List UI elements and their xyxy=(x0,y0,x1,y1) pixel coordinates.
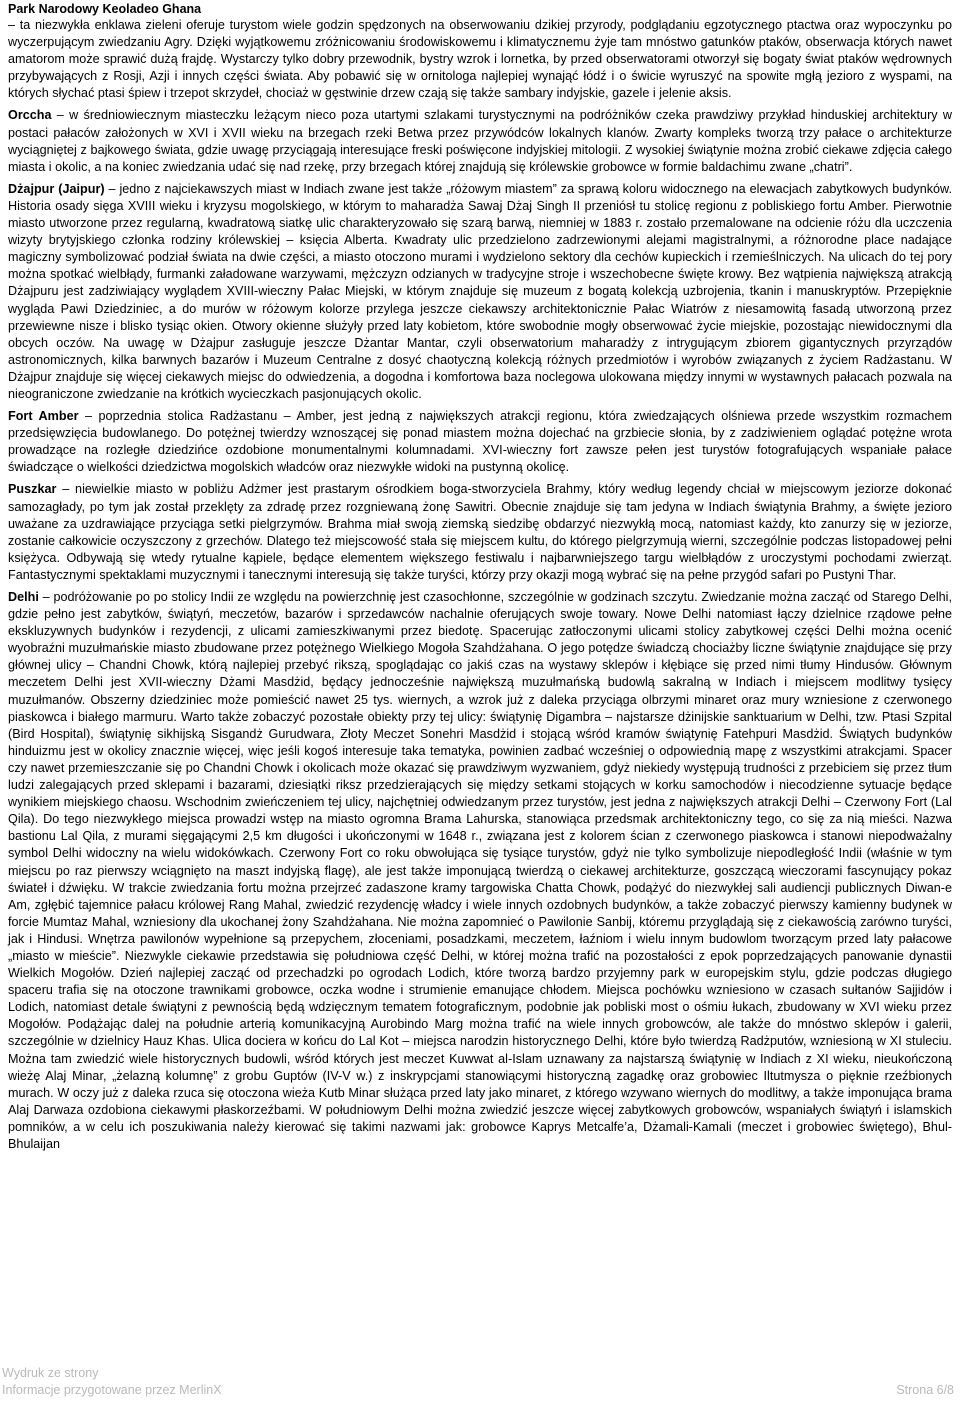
page-footer xyxy=(2,1365,956,1399)
paragraph-delhi: Delhi – podróżowanie po po stolicy Indii ze względu na powierzchnię jest czasochłonne, szczególnie w godzinach szczytu. Zwiedzanie można zacząć od Starego Delhi, gdzie pełno jest zabytków, świątyń, meczetów, bazarów i sprzedawców nachalnie oferujących swoje towary. Nowe Delhi natomiast łączy dzielnice rządowe pełne ekskluzywnych budynków i rezydencji, z ulicami zamieszkiwanymi przez biedotę. Spacerując zatłoczonymi ulicami stolicy zabytkowej części Delhi można ocenić wyobraźni muzułmańskie miasto zbudowane przez potężnego Wielkiego Mogoła Szahdżahana. O jego potędze świadczą chociażby liczne świątynie znajdujące się przy głównej ulicy – Chandni Chowk, którą najlepiej przebyć rikszą, spoglądając co jakiś czas na wystawy sklepów i kłębiące się przed nimi tłumy Hindusów. Głównym meczetem Delhi jest XVII-wieczny Dżami Masdżid, będący jednocześnie największą muzułmańską budowlą sakralną w Indiach i miejscem modlitwy tysięcy muzułmanów. Obszerny dziedziniec może pomieścić nawet 25 tys. wiernych, a wzrok już z daleka przyciąga olbrzymi minaret oraz mury wzniesione z czerwonego piaskowca i białego marmuru. Warto także zobaczyć pozostałe obiekty przy tej ulicy: świątynię Digambra – najstarsze dżinijskie sanktuarium w Delhi, tzw. Ptasi Szpital (Bird Hospital), świątynię sikhijską Sisgandż Gurudwara, Złoty Meczet Sonehri Masdżid i stojącą wśród kramów świątynię Fatehpuri Masdżid. Świątych budynków hinduizmu jest w okolicy znacznie więcej, więc jeśli kogoś interesuje taka tematyka, powinien zadbać wcześniej o odpowiednią mapę z wszystkimi atrakcjami. Spacer czy nawet przemieszczanie się po Chandni Chowk i okolicach może okazać się prawdziwym wyzwaniem, gdyż niekiedy występują trudności z przebiciem się przez tłum ludzi zalegających przed sklepami i bazarami, dziesiątki riksz przedzierających się między setkami stojących w korku samochodów i niecodzienne sytuacje będące wynikiem miejskiego chaosu. Wschodnim zwieńczeniem tej ulicy, najchętniej odwiedzanym przez turystów, jest jedna z największych atrakcji Delhi – Czerwony Fort (Lal Qila). Do tego niezwykłego miejsca prowadzi wstęp na miasto ogromna Brama Lahurska, stanowiąca przedsmak architektoniczny tego, co się za nią mieści. Nazwa bastionu Lal Qila, z murami sięgającymi 2,5 km długości i ukończonymi w 1648 r., związana jest z kolorem ścian z czerwonego piaskowca i stanowi niepodważalny symbol Delhi widoczny na wielu widokówkach. Czerwony Fort co roku obwołująca się tysiące turystów, gdyż nie tylko symbolizuje niepodległość Indii (właśnie w tym miejscu po raz pierwszy wciągnięto na maszt indyjską flagę), ale jest także imponującą twierdzą o ciekawej architekturze, goszczącą wieczorami fascynujący pokaz świateł i dźwięku. W trakcie zwiedzania fortu można przejrzeć zadaszone kramy targowiska Chatta Chowk, podążyć do niezwykłej sali audiencji publicznych Diwan-e Am, zgłębić tajemnice pałacu królowej Rang Mahal, zwiedzić rezydencję władcy i wiele innych ozdobnych budynków, a także zobaczyć pierwszy kamienny budynek w forcie Mumtaz Mahal, wzniesiony dla ukochanej żony Szahdżahana. Nie można zapomnieć o Pawilonie Sanbij, któremu przyglądają się z ciekawością zarówno turyści, jak i Hindusi. Wnętrza pawilonów wypełnione są przepychem, złoceniami, posadzkami, meczetem, łaźniom i wielu innym budowlom tworzącym przed laty pałacowe „miasto w mieście”. Niezwykle ciekawie przedstawia się południowa część Delhi, w której można trafić na pozostałości z epok poprzedzających panowanie dynastii Wielkich Mogołów. Dzień najlepiej zacząć od przechadzki po ogrodach Lodich, które tworzą bardzo przyjemny park w europejskim stylu, gdzie podczas długiego spaceru trafia się na otoczone trawnikami grobowce, oczka wodne i strumienie emanujące chłodem. Miejsca pochówku wzniesiono w czasach sułtanów Sajjidów i Lodich, natomiast detale świątyni z pewnością będą wdzięcznym tematem fotograficznym, podobnie jak pobliski most o ośmiu łukach, zbudowany w XVI wieku przez Mogołów. Podążając dalej na południe arterią komunikacyjną Aurobindo Marg można trafić na wiele innych grobowców, ale także do mnóstwo sklepów i galerii, szczególnie w dzielnicy Hauz Khas. Ulica dociera w końcu do Lal Kot – miejsca narodzin historycznego Delhi, które było twierdzą Radżputów, wzniesioną w XI stuleciu. Można tam zwiedzić wiele historycznych budowli, wśród których jest meczet Kuwwat al-Islam uznawany za najstarszą świątynię w Indiach z XI wieku, nieukończoną wieżę Alaj Minar, „żelazną kolumnę” z grobu Guptów (IV-V w.) z inskrypcjami stanowiącymi historyczną zagadkę oraz grobowiec Iltutmysza o pięknie rzeźbionych murach. W oczy już z daleka rzuca się otoczona wieża Kutb Minar służąca przed laty jako minaret, z którego wzywano wiernych do modlitwy, a także imponująca brama Alaj Darwaza ozdobiona ciekawymi płaskorzeźbami. W południowym Delhi można zwiedzić jeszcze więcej zabytkowych grobowców, wspaniałych świątyń i islamskich pomników, a w celu ich poszukiwania należy kierować się takimi nazwami jak: grobowce Kaprys Metcalfe’a, Dżamali-Kamali (meczet i grobowiec świętego), Bhul-Bhulaijan xyxy=(8,590,952,1151)
heading-orccha: Orccha xyxy=(8,108,52,123)
paragraph-orccha: Orccha – w średniowiecznym miasteczku leżącym nieco poza utartymi szlakami turystycznymi na podróżników czeka prawdziwy przykład hinduskiej architektury w postaci pałaców założonych w XVI i XVII wieku na brzegach rzeki Betwa przez przywódców lokalnych klanów. Zwarty kompleks tworzą trzy pałace o architekturze wyciągniętej z bajkowego świata, gdzie uwagę przyciągają interesujące freski poświęcone indyjskiej mitologii. Z wysokiej świątynie można zrobić ciekawe zdjęcia całego miasta i okolic, a na koniec zwiedzania udać się nad rzekę, przy brzegach której znajdują się królewskie grobowce w formie baldachimu zwane „chatri”. xyxy=(8,108,952,174)
heading-delhi: Delhi xyxy=(8,590,39,604)
paragraph-dzajpur: Dżajpur (Jaipur) – jedno z najciekawszych miast w Indiach zwane jest także „różowym miastem” za sprawą koloru widocznego na elewacjach zabytkowych budynków. Historia osady sięga XVIII wieku i kryzysu mogolskiego, w którym to maharadża Sawaj Dżaj Singh II przeniósł tu stolicę regionu z pobliskiego fortu Amber. Pierwotnie miasto utworzone przez regularną, kwadratową siatkę ulic charakteryzowało się szarą barwą, niemniej w 1883 r. zostało przemalowane na odcienie różu dla uczczenia wizyty brytyjskiego członka rodziny królewskiej – księcia Alberta. Kwadraty ulic przedzielono zadrzewionymi alejami magistralnymi, a różnorodne place nadające magiczny symbolizować podział świata na dwie części, a miasto otoczono murami i wydzielono sektory dla cechów kupieckich i rzemieślniczych. Na ulicach do tej pory można spotkać wielbłądy, furmanki załadowane warzywami, mężczyzn odzianych w tradycyjne stroje i wszechobecne święte krowy. Bez wątpienia największą atrakcją Dżajpuru jest zadziwiający wyglądem XVIII-wieczny Pałac Miejski, w którym znajduje się muzeum z bogatą kolekcją uzbrojenia, tkanin i manuskryptów. Przepięknie wygląda Pawi Dziedziniec, a do murów w różowym kolorze przylega jeszcze ciekawszy architektonicznie Pałac Wiatrów z niesamowitą fasadą utworzoną przez przewiewne nisze i blisko tysiąc okien. Otwory okienne służyły przed laty kobietom, które swobodnie mogły obserwować życie miejskie, pozostając niewidocznymi dla obcych oczów. Na uwagę w Dżajpur zasługuje jeszcze Dżantar Mantar, czyli obserwatorium maharadży z intrygującym zbiorem gigantycznych przyrządów astronomicznych, kilka barwnych bazarów i Muzeum Centralne z dosyć chaotyczną kolekcją różnych przedmiotów i wyrobów związanych z życiem Radżastanu. W Dżajpur znajduje się więcej ciekawych miejsc do odwiedzenia, a dogodna i komfortowa baza noclegowa ulokowana między innymi w wystawnych pałacach pozwala na nieograniczone zwiedzanie na krótkich wycieczkach pasjonujących okolic. xyxy=(8,181,952,401)
heading-fort-amber: Fort Amber xyxy=(8,409,79,424)
footer-print-source: Wydruk ze strony xyxy=(2,1366,99,1380)
footer-provider: Informacje przygotowane przez MerlinX xyxy=(2,1383,222,1397)
document-page xyxy=(8,0,952,1158)
heading-puszkar: Puszkar xyxy=(8,482,57,497)
paragraph-puszkar: Puszkar – niewielkie miasto w pobliżu Adżmer jest prastarym ośrodkiem boga-stworzyciela Brahmy, który według legendy chciał w miejscowym jeziorze dokonać samozagłady, po tym jak został przeklęty za zdradę przez rozgniewaną żonę Sawitri. Obecnie znajduje się tam jedyna w Indiach świątynia Brahmy, a święte jezioro uważane za uzdrawiające przyciąga setki pielgrzymów. Brahma miał swoją ziemską siedzibę obdarzyć niezwykłą mocą, natomiast każdy, kto zanurzy się w jeziorze, zostanie całkowicie oczyszczony z grzechów. Dlatego też miejscowość stała się miejscem kultu, do którego pielgrzymują wierni, szczególnie podczas listopadowej pełni księżyca. Odbywają się wtedy rytualne kąpiele, będące elementem większego festiwalu i najbarwniejszego targu wielbłądów z uroczystymi pochodami zwierząt. Fantastycznymi spektaklami muzycznymi i tanecznymi interesują się także turyści, którzy przy okazji mogą wybrać się na pełne przygód safari po Pustyni Thar. xyxy=(8,482,952,582)
paragraph-fort-amber: Fort Amber – poprzednia stolica Radżastanu – Amber, jest jedną z największych atrakcji regionu, która zwiedzających olśniewa przede wszystkim rozmachem przedsięwzięcia budowlanego. Do potężnej twierdzy wznoszącej się ponad miastem można dojechać na grzbiecie słonia, by z zadziwieniem oglądać potężne wrota prowadzące na rozległe dziedzińce ozdobione monumentalnymi kolumnadami. XVI-wieczny fort zawsze pełen jest turystów fotografujących wspaniałe pałace świadczące o wielkości dziedzictwa mogolskich władców oraz niezwykłe widoki na pustynną okolicę. xyxy=(8,409,952,475)
section-title: Park Narodowy Keoladeo Ghana xyxy=(8,2,202,16)
paragraph-keoladeo: – ta niezwykła enklawa zieleni oferuje turystom wiele godzin spędzonych na obserwowaniu dzikiej przyrody, podglądaniu egzotycznego ptactwa oraz wypoczynku po wyczerpującym zwiedzaniu Agry. Dzięki wyjątkowemu zróżnicowaniu środowiskowemu i klimatycznemu żyje tam mnóstwo gatunków ptaków, obserwacja których nawet amatorom może sprawić dużą frajdę. Wystarczy tylko dobry przewodnik, bystry wzrok i lornetka, by przed obserwatorami otworzył się bogaty świat ptaków wędrownych przybywających z Rosji, Azji i innych części świata. Aby pobawić się w ornitologa najlepiej wynająć łódź i o świcie wyruszyć na spowite mgłą jezioro z wyspami, na których słychać ptasi śpiew i trzepot skrzydeł, chociaż w gęstwinie drzew czają się także sambary indyjskie, gazele i jelenie aksis. xyxy=(8,18,952,101)
page-number: Strona 6/8 xyxy=(896,1383,954,1397)
heading-dzajpur: Dżajpur (Jaipur) xyxy=(8,181,105,196)
